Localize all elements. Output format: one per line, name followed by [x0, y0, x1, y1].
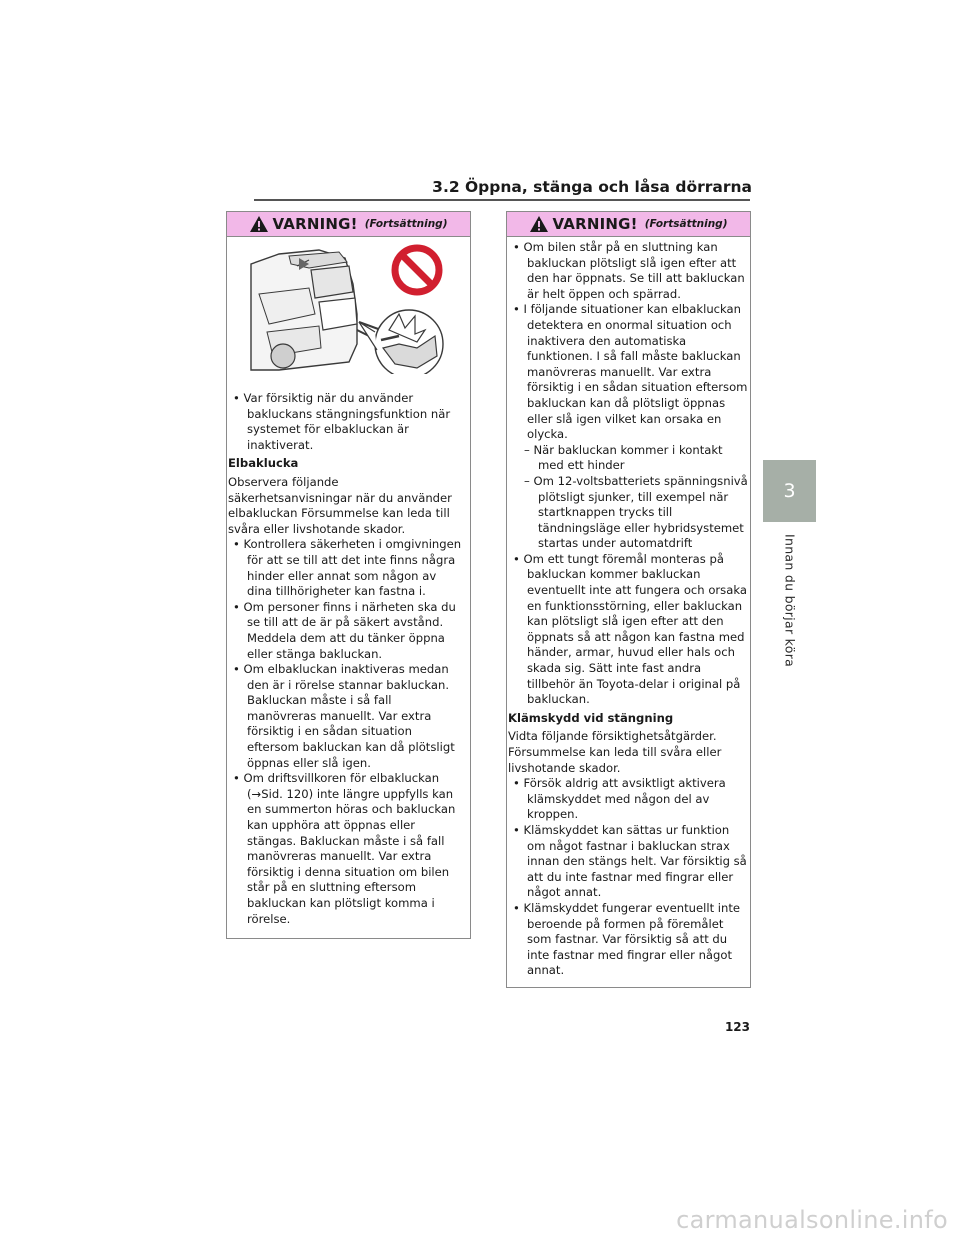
- tailgate-warning-illustration: [249, 244, 445, 374]
- bullet-item: • Om personer finns i närheten ska du se till att de är på säkert avstånd. Meddela dem att du tänker öppna eller stänga bakluckan.: [233, 599, 456, 661]
- paragraph: Observera följande säkerhetsanvisningar när du använder elbakluckan Försummelse kan leda till svåra eller livshotande skador.: [228, 474, 452, 536]
- paragraph: Vidta följande försiktighetsåtgärder. Försummelse kan leda till svåra eller livshotande skador.: [508, 729, 722, 775]
- warning-label: VARNING!: [272, 215, 358, 233]
- bullet-item: • Försök aldrig att avsiktligt aktivera klämskyddet med någon del av kroppen.: [513, 776, 726, 822]
- warning-triangle-icon: [529, 215, 549, 233]
- sub-item: – När bakluckan kommer i kontakt med ett hinder: [524, 442, 723, 473]
- section-title: 3.2 Öppna, stänga och låsa dörrarna: [432, 178, 752, 196]
- continued-label: (Fortsättning): [644, 218, 728, 230]
- page-number: 123: [724, 1020, 750, 1034]
- bullet-item: • Klämskyddet fungerar eventuellt inte beroende på formen på föremålet som fastnar. Var försiktig så att du inte fastnar med fingrar eller något annat.: [513, 900, 741, 978]
- continued-label: (Fortsättning): [364, 218, 448, 230]
- warning-box-right: [506, 211, 751, 988]
- warning-label: VARNING!: [552, 215, 638, 233]
- bullet-item: • Om bilen står på en sluttning kan bakluckan plötsligt slå igen efter att den har öppnats. Se till att bakluckan är helt öppen och spärrad.: [513, 240, 745, 301]
- bullet-item: • Kontrollera säkerheten i omgivningen för att se till att det inte finns några hinder eller annat som någon av dina tillhörigheter kan fastna i.: [233, 537, 462, 599]
- sub-item: – Om 12-voltsbatteriets spänningsnivå plötsligt sjunker, till exempel när startknappen trycks till tändningsläge eller hybridsystemet startas under automatdrift: [524, 473, 748, 551]
- bullet-item: • Om driftsvillkoren för elbakluckan (→Sid. 120) inte längre uppfylls kan en summerton höras och bakluckan kan upphöra att öppnas eller stängas. Bakluckan måste i så fall manövreras manuellt. Var extra försiktig i denna situation om bilen står på en sluttning eftersom bakluckan kan plötsligt komma i rörelse.: [233, 771, 456, 926]
- warning-header-right: [507, 212, 750, 237]
- bullet-item: • I följande situationer kan elbakluckan detektera en onormal situation och inaktivera den automatiska funktionen. I så fall måste bakluckan manövreras manuellt. Var extra försiktig i en sådan situation eftersom bakluckan kan då plötsligt öppnas eller slå igen vilket kan orsaka en olycka.: [513, 302, 748, 442]
- bullet-item: • Om elbakluckan inaktiveras medan den är i rörelse stannar bakluckan. Bakluckan måste i så fall manövreras manuellt. Var extra försiktig i en sådan situation eftersom bakluckan kan då plötsligt öppnas eller slå igen.: [233, 662, 455, 770]
- warning-header-left: [227, 212, 470, 237]
- chapter-tab: [763, 460, 816, 522]
- subheading: Elbaklucka: [228, 456, 299, 471]
- bullet-item: • Klämskyddet kan sättas ur funktion om något fastnar i bakluckan strax innan den stängs helt. Var försiktig så att du inte fastnar med fingrar eller något annat.: [513, 822, 747, 900]
- bullet-item: • Om ett tungt föremål monteras på bakluckan kommer bakluckan eventuellt inte att fungera och orsaka en funktionsstörning, eller bakluckan kan plötsligt slå igen efter att den öppnats så att någon kan fastna med händer, armar, huvud eller hals och skada sig. Sätt inte fast andra tillbehör än Toyota-delar i original på bakluckan.: [513, 551, 747, 707]
- header-rule: [254, 199, 750, 201]
- chapter-number: 3: [783, 480, 796, 502]
- warning-triangle-icon: [249, 215, 269, 233]
- chapter-title: Innan du börjar köra: [782, 534, 798, 668]
- subheading: Klämskydd vid stängning: [508, 710, 674, 725]
- warning-content-right: [508, 240, 748, 979]
- bullet-item: • Var försiktig när du använder bakluckans stängningsfunktion när systemet för elbakluckan är inaktiverat.: [233, 391, 451, 452]
- watermark-url: carmanualsonline.info: [676, 1206, 948, 1234]
- warning-box-left: [226, 211, 471, 939]
- chapter-side-label: [762, 534, 818, 674]
- warning-content-left: [228, 391, 464, 927]
